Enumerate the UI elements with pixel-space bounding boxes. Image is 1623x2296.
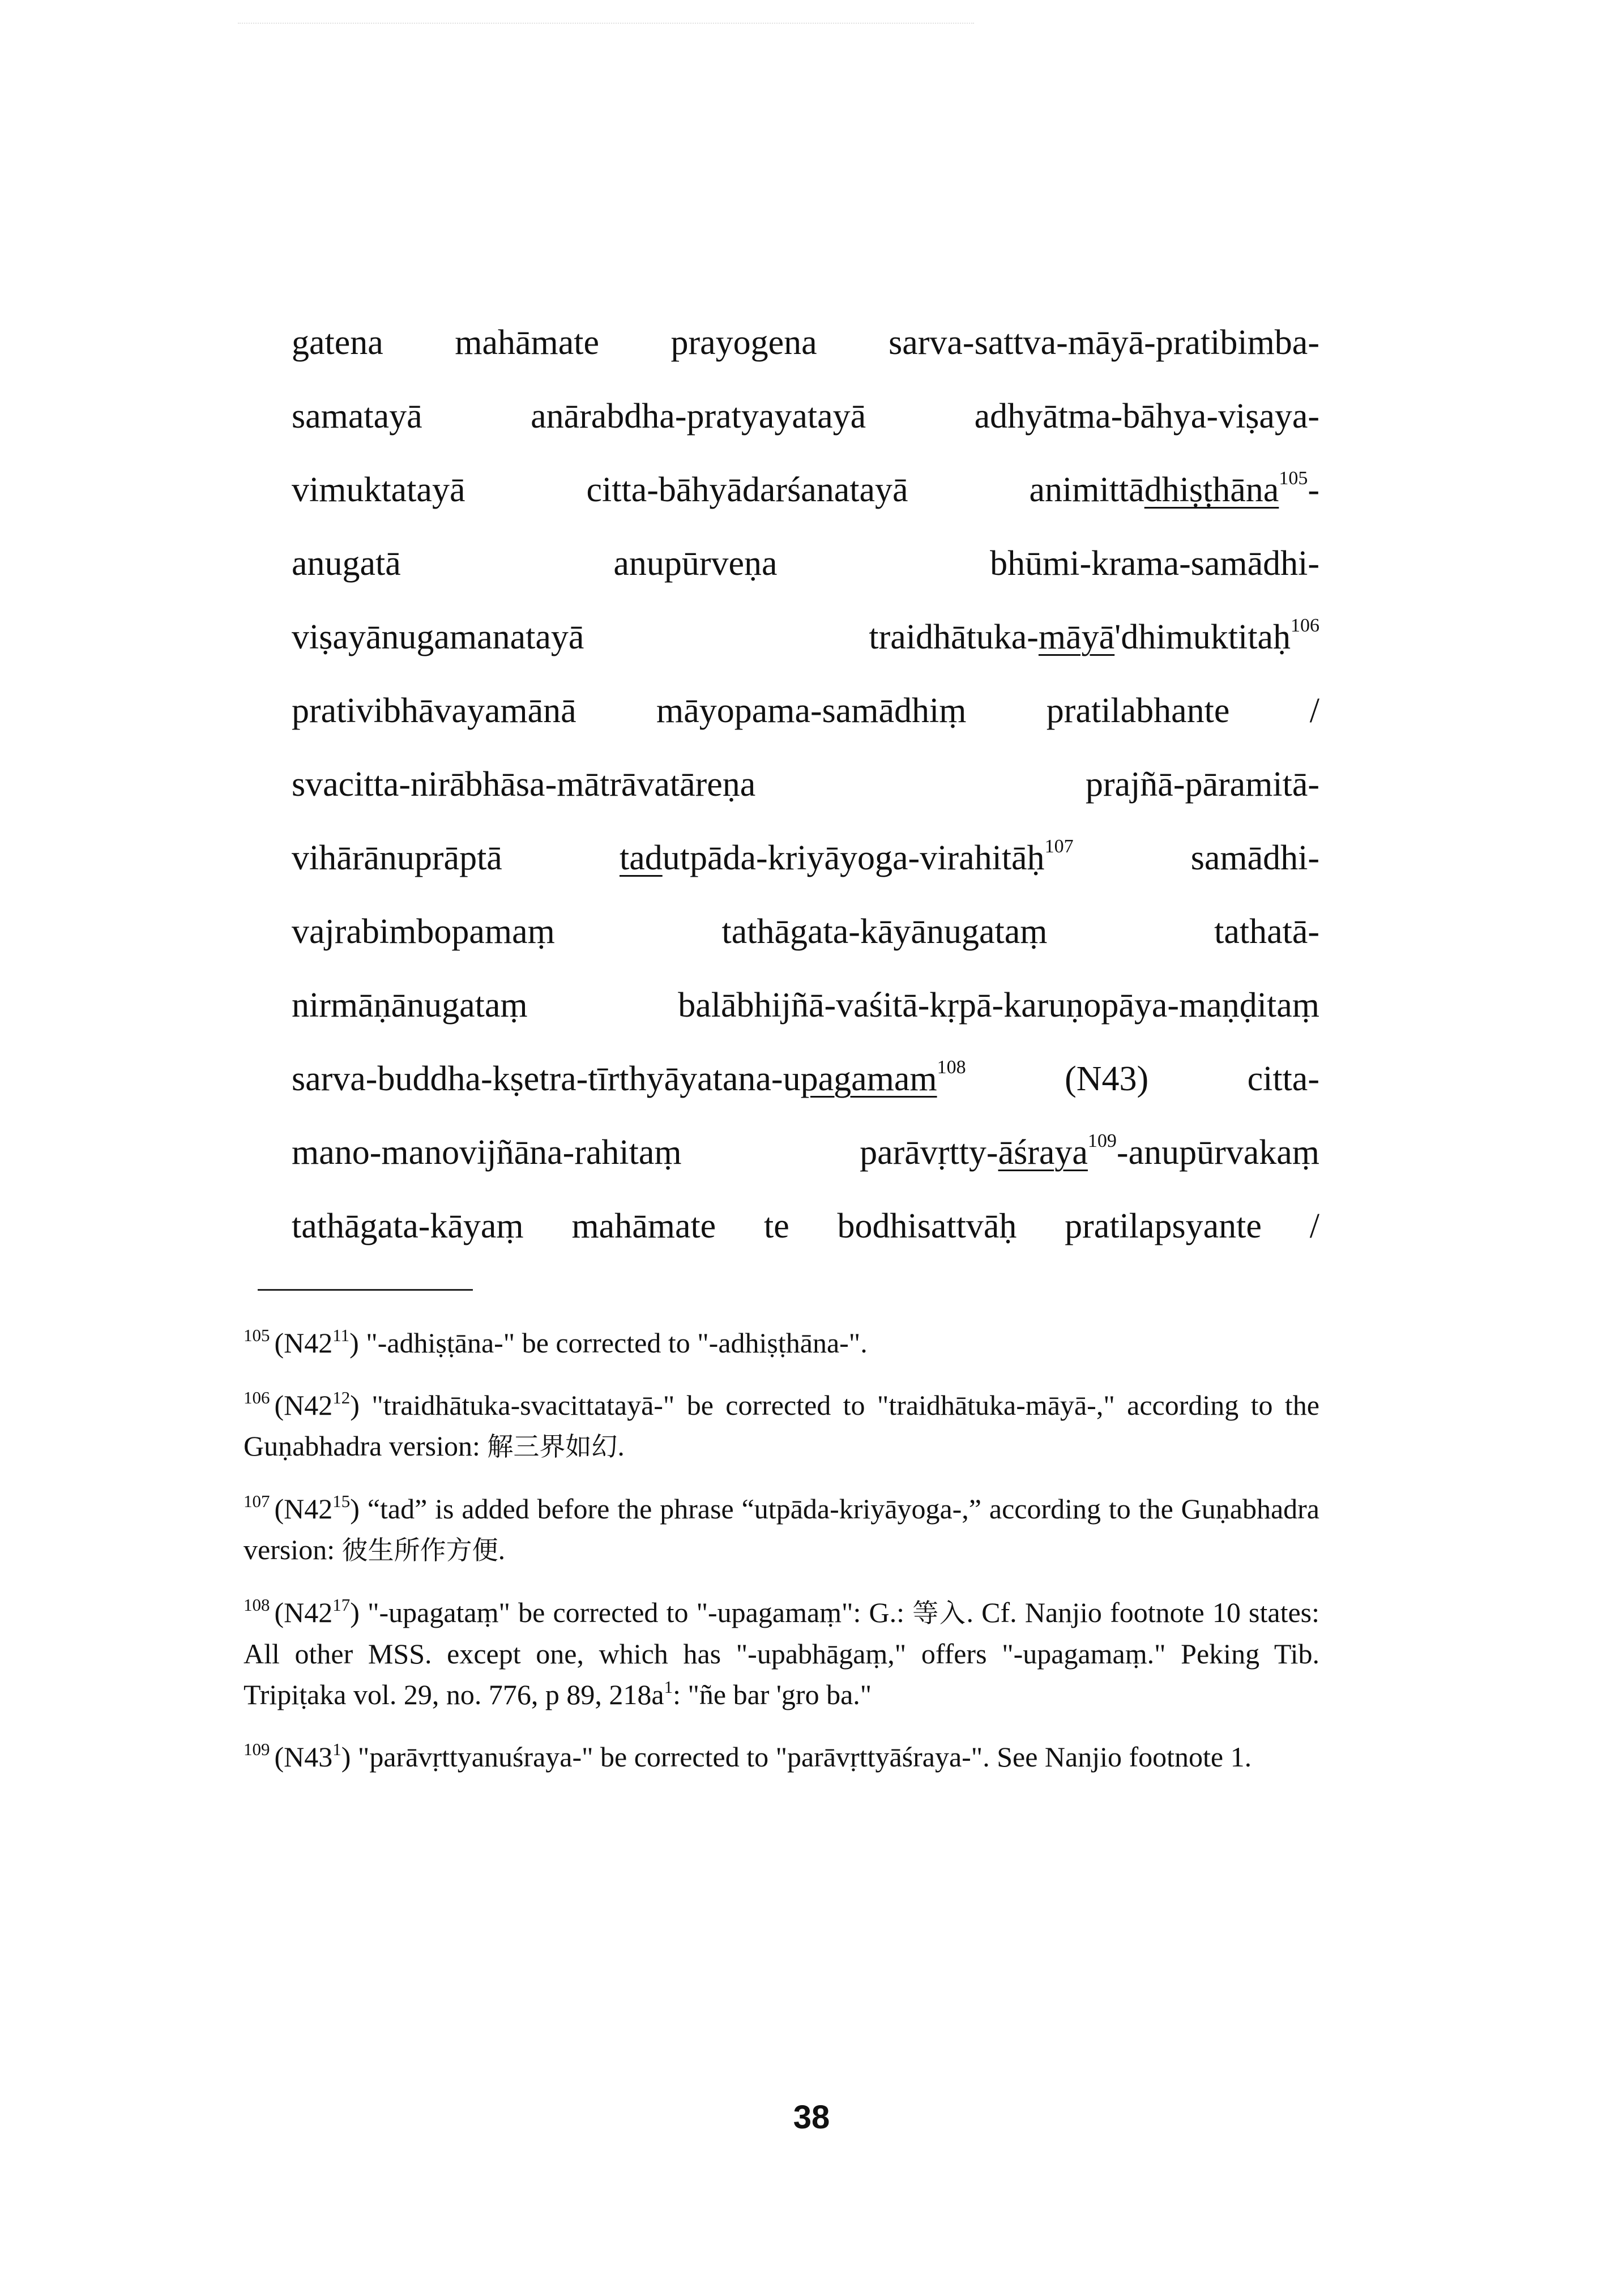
footnote-text: "-upagataṃ" be corrected to "-upagamaṃ": G.: [368, 1597, 905, 1628]
word: tathatā- [1214, 912, 1319, 951]
word-part: parāvṛtty- [860, 1133, 998, 1172]
footnote-text: . Cf. Nanjio footnote 10 states: All other MSS. except one, which has "-upabhāgaṃ," offers "-upagamaṃ." Peking Tib. Tripiṭaka vol. 29, no. 776, p 89, 218a [244, 1597, 1320, 1710]
footnotes [244, 1322, 1319, 1799]
scan-artifact [238, 23, 974, 27]
text-line [292, 1042, 1319, 1116]
word: vajrabimbopamaṃ [292, 912, 555, 951]
danda: / [1309, 1207, 1319, 1245]
word: gatena [292, 323, 383, 362]
chinese-text: 等入 [912, 1598, 967, 1628]
footnote-ref-line: 17 [332, 1595, 351, 1615]
underlined-correction: dhiṣṭhāna [1144, 471, 1279, 509]
footnote-ref-line: 1 [332, 1739, 341, 1759]
word: mahāmate [571, 1207, 716, 1245]
text-line [292, 895, 1319, 968]
word-with-footnote-106 [869, 600, 1319, 674]
word: vihārānuprāptā [292, 839, 502, 877]
footnote-ref-end: ) [350, 1389, 360, 1421]
word: samatayā [292, 397, 422, 436]
footnote-ref-line: 11 [332, 1325, 350, 1345]
footnote-ref: 109 [1087, 1130, 1117, 1151]
word-part: - [1308, 471, 1319, 509]
word-part: utpāda-kriyāyoga-virahitāḥ [662, 839, 1045, 877]
footnote-ref-page: (N42 [274, 1597, 333, 1628]
word: tathāgata-kāyaṃ [292, 1207, 524, 1245]
footnote-ref: 108 [937, 1057, 966, 1078]
text-line [292, 968, 1319, 1042]
footnote-105 [244, 1322, 1319, 1363]
word: sarva-sattva-māyā-pratibimba- [889, 323, 1319, 362]
sanskrit-body-text [292, 306, 1319, 1263]
footnote-ref: 105 [1279, 468, 1308, 489]
word-with-footnote-108 [292, 1042, 966, 1116]
word: tathāgata-kāyānugataṃ [721, 912, 1048, 951]
word: samādhi- [1190, 839, 1319, 877]
word: pratilapsyante [1065, 1207, 1262, 1245]
word: anugatā [292, 544, 401, 583]
word-with-footnote-105 [1030, 453, 1319, 527]
footnote-109 [244, 1736, 1319, 1777]
text-line [292, 1189, 1319, 1263]
word-with-footnote-107 [620, 821, 1074, 895]
footnote-ref-page: (N42 [274, 1327, 333, 1359]
word: adhyātma-bāhya-viṣaya- [974, 397, 1319, 436]
underlined-correction: māyā [1038, 618, 1115, 656]
footnote-number: 108 [244, 1595, 270, 1615]
word-part: animittā [1029, 471, 1144, 509]
footnote-number: 106 [244, 1388, 270, 1407]
footnote-text: : "ñe bar 'gro ba." [673, 1679, 872, 1710]
text-line [292, 748, 1319, 821]
word: te [764, 1207, 789, 1245]
footnote-107 [244, 1488, 1319, 1571]
text-line [292, 600, 1319, 674]
underlined-correction: pagamam [800, 1060, 937, 1098]
text-line [292, 821, 1319, 895]
footnote-text: . [617, 1430, 625, 1462]
word: vimuktatayā [292, 471, 465, 509]
underlined-correction: āśraya [998, 1133, 1088, 1172]
footnote-ref-end: ) [350, 1493, 360, 1525]
footnote-text: . [498, 1534, 506, 1565]
text-line [292, 1116, 1319, 1189]
footnote-text: "parāvṛttyanuśraya-" be corrected to "parāvṛttyāśraya-". See Nanjio footnote 1. [357, 1741, 1252, 1773]
text-line [292, 527, 1319, 600]
underlined-correction: tad [619, 839, 663, 877]
text-line [292, 674, 1319, 748]
word: nirmāṇānugataṃ [292, 986, 528, 1025]
word: bodhisattvāḥ [837, 1207, 1017, 1245]
footnote-ref-page: (N43 [274, 1741, 333, 1773]
footnote-ref-line: 15 [332, 1491, 351, 1511]
footnote-number: 107 [244, 1491, 270, 1511]
danda: / [1309, 692, 1319, 730]
footnote-number: 109 [244, 1739, 270, 1759]
footnote-108 [244, 1592, 1319, 1715]
word: balābhijñā-vaśitā-kṛpā-karuṇopāya-maṇḍitaṃ [678, 986, 1319, 1025]
word-part: sarva-buddha-kṣetra-tīrthyāyatana-u [292, 1060, 801, 1098]
text-line [292, 306, 1319, 379]
word: pratilabhante [1046, 692, 1230, 730]
word: viṣayānugamanatayā [292, 618, 584, 656]
word-part: 'dhimuktitaḥ [1114, 618, 1291, 656]
word: citta-bāhyādarśanatayā [586, 471, 908, 509]
footnote-ref-end: ) [341, 1741, 351, 1773]
footnote-ref-line: 12 [332, 1388, 351, 1407]
footnote-number: 105 [244, 1325, 270, 1345]
footnote-text: "-adhiṣṭāna-" be corrected to "-adhiṣṭhāna-". [366, 1327, 868, 1359]
footnote-ref: 107 [1044, 836, 1074, 857]
word: mahāmate [455, 323, 599, 362]
word: anupūrveṇa [613, 544, 778, 583]
word: prativibhāvayamānā [292, 692, 576, 730]
page-ref: (N43) [1065, 1060, 1149, 1098]
chinese-text: 解三界如幻 [487, 1431, 618, 1462]
text-line [292, 379, 1319, 453]
word-with-footnote-109 [860, 1116, 1319, 1189]
footnote-separator [258, 1289, 473, 1291]
word: bhūmi-krama-samādhi- [990, 544, 1319, 583]
footnote-text: “tad” is added before the phrase “utpāda-kriyāyoga-,” according to the Guṇabhadra version: [244, 1493, 1319, 1565]
text-line [292, 453, 1319, 527]
word: svacitta-nirābhāsa-mātrāvatāreṇa [292, 765, 756, 804]
page-number: 38 [793, 2099, 830, 2136]
word-part: traidhātuka- [869, 618, 1039, 656]
word: mano-manovijñāna-rahitaṃ [292, 1133, 682, 1172]
word: anārabdha-pratyayatayā [531, 397, 866, 436]
word: prayogena [670, 323, 817, 362]
footnote-ref-page: (N42 [274, 1389, 333, 1421]
footnote-ref-page: (N42 [274, 1493, 333, 1525]
word: prajñā-pāramitā- [1085, 765, 1319, 804]
superscript: 1 [664, 1677, 673, 1697]
footnote-text: "traidhātuka-svacittatayā-" be corrected to "traidhātuka-māyā-," according to the Guṇabhadra version: [244, 1389, 1319, 1462]
chinese-text: 彼生所作方便 [341, 1535, 498, 1565]
footnote-106 [244, 1385, 1319, 1467]
word-part: -anupūrvakaṃ [1116, 1133, 1319, 1172]
word: māyopama-samādhiṃ [656, 692, 967, 730]
footnote-ref-end: ) [349, 1327, 359, 1359]
footnote-ref-end: ) [350, 1597, 360, 1628]
footnote-ref: 106 [1291, 615, 1319, 636]
word: citta- [1247, 1060, 1319, 1098]
